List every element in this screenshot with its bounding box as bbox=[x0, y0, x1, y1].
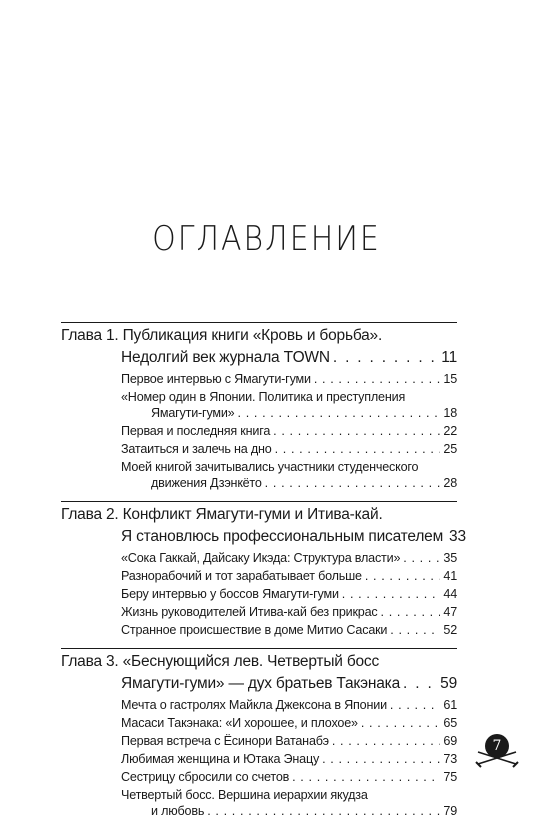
section-title-line-text: Четвертый босс. Вершина иерархии якудза bbox=[121, 788, 368, 802]
dot-leader bbox=[390, 622, 440, 638]
section-title-line-text: Сестрицу сбросили со счетов bbox=[121, 770, 290, 784]
chapter-block bbox=[61, 501, 466, 638]
toc-entry bbox=[61, 389, 457, 421]
toc-entry bbox=[61, 751, 457, 767]
section-title-line bbox=[121, 586, 457, 602]
dot-leader bbox=[403, 550, 440, 566]
section-title-line-text: Разнорабочий и тот зарабатывает больше bbox=[121, 569, 362, 583]
section-title-line bbox=[121, 389, 457, 405]
section-title-line-text: Странное происшествие в доме Митио Сасаки bbox=[121, 623, 388, 637]
chapter-divider bbox=[61, 322, 457, 323]
section-title-line bbox=[121, 733, 457, 749]
toc-entry bbox=[61, 371, 457, 387]
toc-entry bbox=[61, 622, 457, 638]
page-title: ОГЛАВЛЕНИЕ bbox=[152, 219, 381, 260]
chapter-title-line-text: Я становлюсь профессиональным писателем bbox=[121, 528, 444, 545]
page-ref: 75 bbox=[443, 770, 457, 784]
section-title-line bbox=[121, 622, 457, 638]
section-title-line bbox=[121, 697, 457, 713]
section-title-line bbox=[121, 787, 457, 803]
section-title-line bbox=[121, 423, 457, 439]
chapter-title-line bbox=[61, 526, 466, 548]
section-title-line bbox=[121, 550, 457, 566]
chapter-divider bbox=[61, 501, 457, 502]
page-ref: 41 bbox=[443, 569, 457, 583]
page-ref: 79 bbox=[443, 804, 457, 818]
page-ref: 35 bbox=[443, 551, 457, 565]
page-ref: 28 bbox=[443, 476, 457, 490]
chapter-title-line bbox=[61, 325, 457, 347]
toc-entry bbox=[61, 550, 457, 566]
section-title-line bbox=[121, 568, 457, 584]
section-title-line bbox=[121, 803, 457, 819]
page-ref: 47 bbox=[443, 605, 457, 619]
dot-leader bbox=[207, 803, 440, 819]
page-ref: 44 bbox=[443, 587, 457, 601]
section-title-line-text: Первая и последняя книга bbox=[121, 424, 271, 438]
section-title-line-text: Моей книгой зачитывались участники студенческого bbox=[121, 460, 419, 474]
section-title-line bbox=[121, 715, 457, 731]
dot-leader bbox=[275, 441, 440, 457]
dot-leader bbox=[314, 371, 440, 387]
section-title-line-text: «Сока Гаккай, Дайсаку Икэда: Структура власти» bbox=[121, 551, 401, 565]
section-title-line-text: Затаиться и залечь на дно bbox=[121, 442, 272, 456]
chapter-title-line-text: Глава 1. Публикация книги «Кровь и борьба». bbox=[61, 327, 383, 344]
toc-entry bbox=[61, 586, 457, 602]
section-title-line-text: Первое интервью с Ямагути-гуми bbox=[121, 372, 311, 386]
page-ref: 69 bbox=[443, 734, 457, 748]
page-ref: 25 bbox=[443, 442, 457, 456]
chapter-block bbox=[61, 648, 457, 819]
section-title-line-text: Жизнь руководителей Итива-кай без прикрас bbox=[121, 605, 378, 619]
dot-leader bbox=[361, 715, 440, 731]
toc-entry bbox=[61, 459, 457, 491]
page-ref: 52 bbox=[443, 623, 457, 637]
page-ref: 65 bbox=[443, 716, 457, 730]
chapter-title-line-text: Глава 3. «Беснующийся лев. Четвертый босс bbox=[61, 653, 380, 670]
dot-leader bbox=[322, 751, 440, 767]
section-title-line-text: Первая встреча с Ёсинори Ватанабэ bbox=[121, 734, 329, 748]
dot-leader bbox=[390, 697, 440, 713]
section-title-line bbox=[121, 475, 457, 491]
chapter-title-line-text: Ямагути-гуми» — дух братьев Такэнака bbox=[121, 675, 401, 692]
section-title-line bbox=[121, 751, 457, 767]
dot-leader bbox=[365, 568, 440, 584]
dot-leader bbox=[238, 405, 441, 421]
toc-entry bbox=[61, 787, 457, 819]
section-title-line bbox=[121, 405, 457, 421]
chapter-title-line-text: Недолгий век журнала TOWN bbox=[121, 349, 330, 366]
chapter-title-line bbox=[61, 347, 457, 369]
dot-leader bbox=[403, 673, 437, 695]
section-title-line-text: «Номер один в Японии. Политика и преступления bbox=[121, 390, 406, 404]
chapter-title-line bbox=[61, 504, 457, 526]
page-ref: 15 bbox=[443, 372, 457, 386]
page-ref: 33 bbox=[449, 528, 466, 545]
page-ref: 18 bbox=[443, 406, 457, 420]
page-ref: 11 bbox=[441, 349, 457, 366]
dot-leader bbox=[381, 604, 441, 620]
section-title-line-text: Любимая женщина и Ютака Энацу bbox=[121, 752, 320, 766]
dot-leader bbox=[332, 733, 440, 749]
page-ref: 22 bbox=[443, 424, 457, 438]
toc-entry bbox=[61, 733, 457, 749]
toc-entry bbox=[61, 423, 457, 439]
dot-leader bbox=[342, 586, 440, 602]
section-title-line-text: Ямагути-гуми» bbox=[151, 406, 235, 420]
page-ref: 61 bbox=[443, 698, 457, 712]
chapter-title-line-text: Глава 2. Конфликт Ямагути-гуми и Итива-кай. bbox=[61, 506, 383, 523]
page-number-badge bbox=[472, 730, 522, 770]
section-title-line bbox=[121, 441, 457, 457]
section-title-line bbox=[121, 371, 457, 387]
section-title-line bbox=[121, 769, 457, 785]
dot-leader bbox=[333, 347, 438, 369]
toc-entry bbox=[61, 697, 457, 713]
dot-leader bbox=[273, 423, 440, 439]
section-title-line-text: движения Дзэнкёто bbox=[151, 476, 262, 490]
table-of-contents bbox=[61, 322, 466, 829]
section-title-line-text: и любовь bbox=[151, 804, 205, 818]
page-ref: 73 bbox=[443, 752, 457, 766]
toc-entry bbox=[61, 568, 457, 584]
toc-entry bbox=[61, 769, 457, 785]
toc-entry bbox=[61, 604, 457, 620]
toc-entry bbox=[61, 441, 457, 457]
dot-leader bbox=[292, 769, 440, 785]
chapter-divider bbox=[61, 648, 457, 649]
chapter-title-line bbox=[61, 651, 457, 673]
section-title-line-text: Беру интервью у боссов Ямагути-гуми bbox=[121, 587, 339, 601]
section-title-line-text: Мечта о гастролях Майкла Джексона в Японии bbox=[121, 698, 387, 712]
section-title-line bbox=[121, 459, 457, 475]
page-ref: 59 bbox=[440, 675, 457, 692]
toc-entry bbox=[61, 715, 457, 731]
section-title-line-text: Масаси Такэнака: «И хорошее, и плохое» bbox=[121, 716, 358, 730]
dot-leader bbox=[265, 475, 440, 491]
chapter-title-line bbox=[61, 673, 457, 695]
page-number: 7 bbox=[492, 738, 502, 754]
section-title-line bbox=[121, 604, 457, 620]
chapter-block bbox=[61, 322, 457, 491]
